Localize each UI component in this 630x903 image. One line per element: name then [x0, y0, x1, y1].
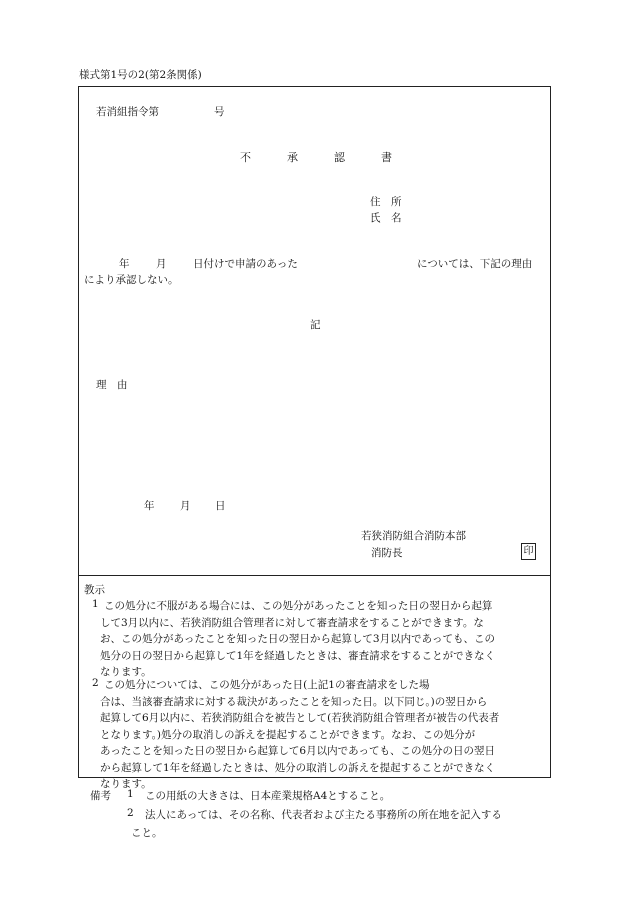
instruction-item-2-line: この処分については、この処分があった日(上記1の審査請求をした場 [104, 679, 430, 691]
instruction-item-2-line: なります。 [100, 778, 152, 790]
name-label: 氏 名 [370, 212, 402, 224]
body-regarding: については、下記の理由 [417, 258, 533, 270]
instruction-divider [78, 575, 551, 576]
reason-label: 理 由 [96, 379, 128, 391]
ki-label: 記 [310, 319, 321, 331]
issuer-org: 若狭消防組合消防本部 [361, 530, 466, 542]
body-line-2: により承認しない。 [84, 274, 179, 286]
address-label: 住 所 [370, 196, 402, 208]
form-label: 様式第1号の2(第2条関係) [79, 69, 202, 81]
issue-year: 年 [144, 500, 155, 512]
issuer-title: 消防長 [371, 547, 403, 559]
seal-box: 印 [521, 543, 536, 560]
issue-month: 月 [180, 500, 191, 512]
body-year: 年 [119, 258, 130, 270]
issue-day: 日 [215, 500, 226, 512]
instruction-item-1-line: お、この処分があったことを知った日の翌日から起算して3月以内であっても、この [100, 633, 495, 645]
instruction-item-1 [100, 598, 496, 681]
doc-number-suffix: 号 [214, 106, 225, 118]
remark-2-text-line-2: こと。 [131, 827, 163, 839]
remark-1-text: この用紙の大きさは、日本産業規格A4とすること。 [145, 790, 391, 802]
instruction-item-1-line: なります。 [100, 666, 152, 678]
title-char-3: 認 [334, 151, 345, 164]
body-month: 月 [156, 258, 167, 270]
remarks-label: 備考 [90, 790, 111, 802]
instruction-item-2-line: から起算して1年を経過したときは、処分の取消しの訴えを提起することができなく [100, 761, 496, 774]
instruction-item-1-number: 1 [92, 598, 99, 610]
title-char-4: 書 [381, 151, 392, 164]
instruction-item-1-line: して3月以内に、若狭消防組合管理者に対して審査請求をすることができます。な [100, 616, 484, 629]
instruction-item-2 [100, 677, 500, 793]
remark-1-number: 1 [127, 788, 134, 800]
instruction-item-2-line: 合は、当該審査請求に対する裁決があったことを知った日。以下同じ。)の翌日から [100, 695, 488, 708]
doc-number-prefix: 若消組指令第 [96, 106, 159, 118]
instruction-item-1-line: 処分の日の翌日から起算して1年を経過したときは、審査請求をすることができなく [100, 649, 496, 662]
instruction-item-2-line: 起算して6月以内に、若狭消防組合を被告として(若狭消防組合管理者が被告の代表者 [100, 712, 500, 724]
instruction-item-1-line: この処分に不服がある場合には、この処分があったことを知った日の翌日から起算 [104, 600, 493, 612]
instruction-item-2-number: 2 [92, 677, 99, 689]
remark-2-text-line-1: 法人にあっては、その名称、代表者および主たる事務所の所在地を記入する [145, 809, 502, 821]
remark-2-number: 2 [127, 807, 134, 819]
title-char-1: 不 [240, 151, 251, 164]
instruction-item-2-line: あったことを知った日の翌日から起算して6月以内であっても、この処分の日の翌日 [100, 745, 495, 757]
instruction-heading: 教示 [84, 584, 105, 596]
body-date-applied: 日付けで申請のあった [193, 258, 298, 270]
title-char-2: 承 [287, 151, 298, 164]
instruction-item-2-line: となります。)処分の取消しの訴えを提起することができます。なお、この処分が [100, 728, 476, 741]
